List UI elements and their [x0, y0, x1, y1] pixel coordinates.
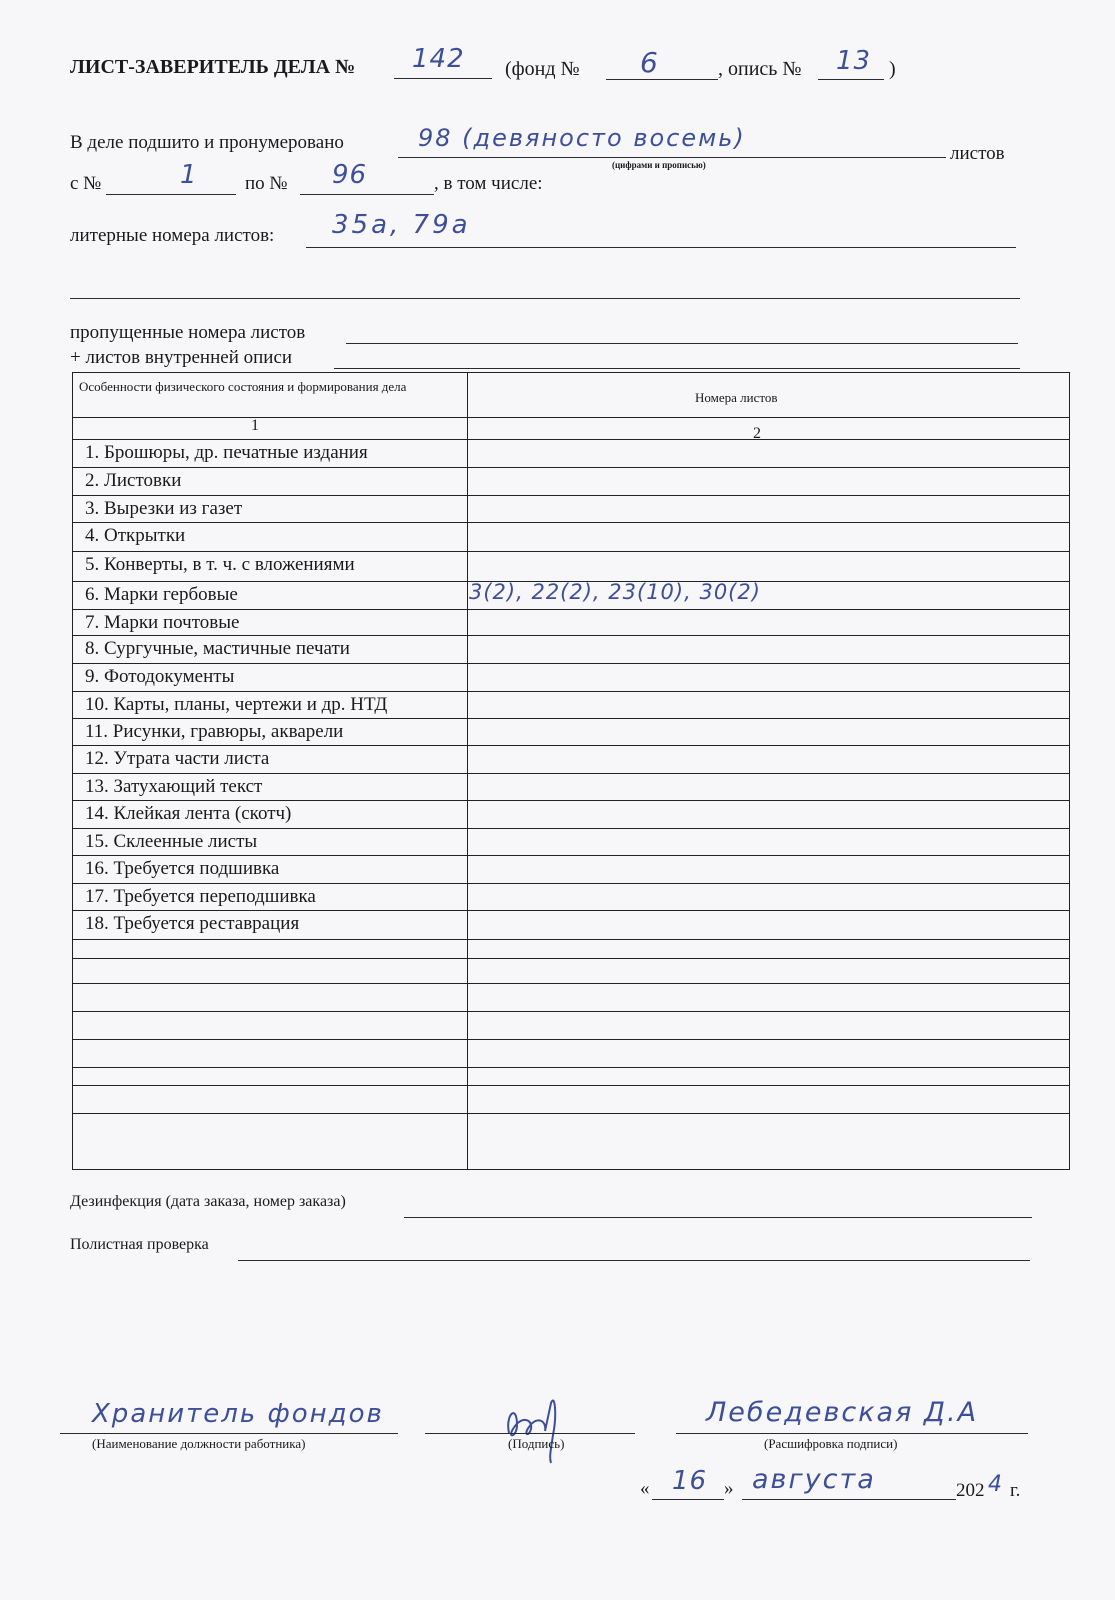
col2-header: Номера листов [695, 390, 778, 405]
opis-number-line [818, 79, 884, 80]
sheets-count-line [398, 157, 946, 158]
row-divider [73, 828, 1069, 829]
from-number: 1 [180, 160, 198, 190]
blank-row-divider [73, 983, 1069, 984]
signature-line [425, 1433, 635, 1434]
table-row-label: 18. Требуется реставрация [85, 913, 300, 934]
to-line [300, 194, 434, 195]
blank-row-divider [73, 1011, 1069, 1012]
row-divider [73, 691, 1069, 692]
sheets-count: 98 (девяносто восемь) [418, 124, 746, 152]
fond-number-line [606, 79, 718, 80]
position-hint: (Наименование должности работника) [92, 1436, 306, 1451]
disinfection-line [404, 1217, 1032, 1218]
column-divider [467, 373, 468, 1169]
day-line [652, 1499, 724, 1500]
row-divider [73, 522, 1069, 523]
header-divider [73, 417, 1069, 418]
condition-table [72, 372, 1070, 1170]
col2-number: 2 [753, 425, 761, 442]
table-row-label: 3. Вырезки из газет [85, 498, 243, 519]
row-divider [73, 551, 1069, 552]
disinfection-label: Дезинфекция (дата заказа, номер заказа) [70, 1193, 346, 1210]
inventory-sheets-label: + листов внутренней описи [70, 347, 293, 368]
missing-numbers-label: пропущенные номера листов [70, 322, 306, 343]
col1-number: 1 [251, 417, 259, 434]
row-divider [73, 439, 1069, 440]
table-row-label: 6. Марки гербовые [85, 584, 238, 605]
date-open-quote: « [640, 1478, 650, 1499]
sheets-unit: листов [950, 143, 1005, 164]
table-row-label: 16. Требуется подшивка [85, 858, 280, 879]
position-line [60, 1433, 398, 1434]
date-year-prefix: 202 [956, 1480, 985, 1501]
row-divider [73, 800, 1069, 801]
table-row-value: 3(2), 22(2), 23(10), 30(2) [469, 580, 761, 604]
row-divider [73, 609, 1069, 610]
position-name: Хранитель фондов [92, 1399, 384, 1429]
blank-row-divider [73, 939, 1069, 940]
opis-number: 13 [836, 46, 872, 76]
table-row-label: 5. Конверты, в т. ч. с вложениями [85, 554, 355, 575]
close-paren: ) [889, 58, 896, 80]
date-month: августа [752, 1464, 876, 1495]
date-year-suffix: г. [1010, 1480, 1021, 1501]
table-row-label: 7. Марки почтовые [85, 612, 240, 633]
case-number: 142 [412, 44, 465, 74]
blank-row-divider [73, 958, 1069, 959]
row-divider [73, 467, 1069, 468]
letter-numbers: 35а, 79а [332, 210, 471, 240]
signer-name: Лебедевская Д.А [706, 1397, 979, 1428]
row-divider [73, 745, 1069, 746]
table-row-label: 15. Склеенные листы [85, 831, 258, 852]
col1-header: Особенности физического состояния и формирования дела [79, 379, 407, 394]
case-number-line [394, 78, 492, 79]
date-year-digit: 4 [988, 1472, 1003, 1497]
sheets-count-hint: (цифрами и прописью) [612, 160, 706, 170]
signature-hint: (Подпись) [508, 1436, 565, 1451]
name-line [676, 1433, 1028, 1434]
from-line [106, 194, 236, 195]
blank-row-divider [73, 1113, 1069, 1114]
date-day: 16 [672, 1466, 708, 1496]
letter-numbers-line-2 [70, 298, 1020, 299]
full-check-line [238, 1260, 1030, 1261]
opis-label: , опись № [718, 58, 802, 80]
name-hint: (Расшифровка подписи) [764, 1436, 898, 1451]
sheets-filed-label: В деле подшито и пронумеровано [70, 132, 344, 153]
table-row-label: 17. Требуется переподшивка [85, 886, 316, 907]
month-line [742, 1499, 956, 1500]
table-row-label: 10. Карты, планы, чертежи и др. НТД [85, 694, 388, 715]
table-row-label: 8. Сургучные, мастичные печати [85, 638, 350, 659]
blank-row-divider [73, 1039, 1069, 1040]
missing-numbers-line [346, 343, 1018, 344]
table-row-label: 4. Открытки [85, 525, 186, 546]
table-row-label: 14. Клейкая лента (скотч) [85, 803, 292, 824]
full-check-label: Полистная проверка [70, 1236, 209, 1253]
to-number: 96 [332, 160, 368, 190]
including-label: , в том числе: [434, 173, 543, 194]
date-close-quote: » [724, 1478, 734, 1499]
row-divider [73, 663, 1069, 664]
table-row-label: 13. Затухающий текст [85, 776, 263, 797]
letter-numbers-label: литерные номера листов: [70, 225, 275, 246]
table-row-label: 1. Брошюры, др. печатные издания [85, 442, 368, 463]
row-divider [73, 883, 1069, 884]
signature-image [495, 1385, 585, 1465]
table-row-label: 11. Рисунки, гравюры, акварели [85, 721, 344, 742]
table-row-label: 12. Утрата части листа [85, 748, 270, 769]
blank-row-divider [73, 1067, 1069, 1068]
from-label: с № [70, 173, 102, 194]
table-row-label: 9. Фотодокументы [85, 666, 235, 687]
fond-number: 6 [640, 46, 659, 79]
row-divider [73, 495, 1069, 496]
inventory-sheets-line [334, 368, 1020, 369]
table-row-label: 2. Листовки [85, 470, 182, 491]
to-label: по № [245, 173, 288, 194]
blank-row-divider [73, 1085, 1069, 1086]
row-divider [73, 718, 1069, 719]
row-divider [73, 855, 1069, 856]
row-divider [73, 635, 1069, 636]
row-divider [73, 773, 1069, 774]
row-divider [73, 910, 1069, 911]
fond-label: (фонд № [505, 58, 580, 80]
letter-numbers-line [306, 247, 1016, 248]
document-title: ЛИСТ-ЗАВЕРИТЕЛЬ ДЕЛА № [70, 56, 356, 78]
